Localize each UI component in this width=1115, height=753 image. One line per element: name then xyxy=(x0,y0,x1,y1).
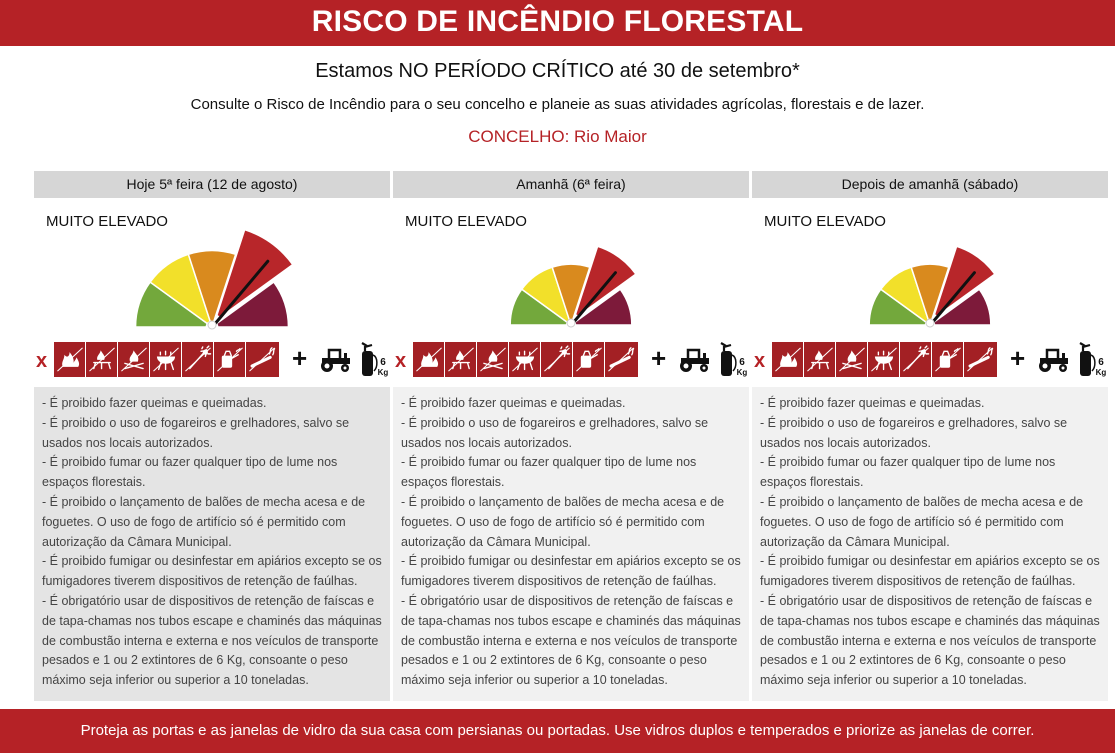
fogueira-icon xyxy=(118,342,150,377)
forecast-column-tomorrow xyxy=(393,171,749,688)
day-header: Amanhã (6ª feira) xyxy=(393,171,749,198)
fogueira-icon xyxy=(477,342,509,377)
rule-item: - É proibido o lançamento de balões de mecha acesa e de foguetes. O uso de fogo de artifício só é permitido com autorização da Câmara Municipal. xyxy=(401,494,725,549)
queimadas-icon xyxy=(772,342,804,377)
cigarro-icon xyxy=(964,342,996,377)
activity-icons xyxy=(34,341,390,381)
queimadas-icon xyxy=(413,342,445,377)
cigarro-icon xyxy=(964,342,996,377)
activity-icons xyxy=(752,341,1108,381)
footer-advice: Proteja as portas e as janelas de vidro da sua casa com persianas ou portadas. Use vidros duplos e temperados e priorize as janelas de correr. xyxy=(0,709,1115,753)
day-header: Depois de amanhã (sábado) xyxy=(752,171,1108,198)
rules-panel xyxy=(393,387,749,701)
queimadas-icon xyxy=(54,342,86,377)
gauge-hub xyxy=(926,319,934,327)
risk-level-label: MUITO ELEVADO xyxy=(405,213,527,230)
rule-item: - É proibido fazer queimas e queimadas. xyxy=(401,396,626,410)
rule-item: - É proibido fumigar ou desinfestar em apiários excepto se os fumigadores tiverem dispositivos de retenção de faúlhas. xyxy=(760,554,1100,589)
trator-icon xyxy=(1035,345,1071,373)
rules-panel xyxy=(752,387,1108,701)
risk-level-label: MUITO ELEVADO xyxy=(764,213,886,230)
risk-gauge-icon xyxy=(850,237,1010,329)
fogareiro-icon xyxy=(445,342,477,377)
queimadas-icon xyxy=(772,342,804,377)
rule-item: - É proibido fumar ou fazer qualquer tipo de lume nos espaços florestais. xyxy=(401,455,697,490)
fogareiro-icon xyxy=(804,342,836,377)
extinguisher-unit: Kg xyxy=(1095,368,1107,377)
trator-icon xyxy=(317,345,353,373)
rule-item: - É proibido fazer queimas e queimadas. xyxy=(42,396,267,410)
queimadas-icon xyxy=(413,342,445,377)
concelho-label: CONCELHO: Rio Maior xyxy=(468,127,647,146)
rule-item: - É obrigatório usar de dispositivos de retenção de faíscas e de tapa-chamas nos tubos escape e chaminés das máquinas de combustão interna e externa e nos veículos de transporte pesados e 1 ou 2 extintores de 6 Kg, consoante o peso máximo seja inferior ou superior a 10 toneladas. xyxy=(401,593,741,688)
fogareiro-icon xyxy=(86,342,118,377)
grelhador-icon xyxy=(150,342,182,377)
day-header: Hoje 5ª feira (12 de agosto) xyxy=(34,171,390,198)
extintor-icon xyxy=(718,341,748,377)
grelhador-icon xyxy=(509,342,541,377)
grelhador-icon xyxy=(868,342,900,377)
gauge-hub xyxy=(208,321,216,329)
prohibited-activities-strip xyxy=(413,342,638,377)
fogareiro-icon xyxy=(86,342,118,377)
fumigador-icon xyxy=(932,342,964,377)
foguete-icon xyxy=(900,342,932,377)
rule-item: - É proibido o uso de fogareiros e grelhadores, salvo se usados nos locais autorizados. xyxy=(401,415,709,450)
rule-item: - É proibido o uso de fogareiros e grelhadores, salvo se usados nos locais autorizados. xyxy=(760,415,1068,450)
rule-item: - É proibido o lançamento de balões de mecha acesa e de foguetes. O uso de fogo de artifício só é permitido com autorização da Câmara Municipal. xyxy=(760,494,1084,549)
fogareiro-icon xyxy=(804,342,836,377)
fogueira-icon xyxy=(836,342,868,377)
forecast-column-day-after xyxy=(752,171,1108,688)
extintor-icon xyxy=(1077,341,1107,377)
extinguisher-number: 6 xyxy=(380,357,386,368)
fumigador-icon xyxy=(214,342,246,377)
trator-icon xyxy=(676,345,712,373)
page-title: RISCO DE INCÊNDIO FLORESTAL xyxy=(0,0,1115,46)
cigarro-icon xyxy=(246,342,278,377)
rule-item: - É obrigatório usar de dispositivos de retenção de faíscas e de tapa-chamas nos tubos escape e chaminés das máquinas de combustão interna e externa e nos veículos de transporte pesados e 1 ou 2 extintores de 6 Kg, consoante o peso máximo seja inferior ou superior a 10 toneladas. xyxy=(760,593,1100,688)
fumigador-icon xyxy=(573,342,605,377)
fumigador-icon xyxy=(214,342,246,377)
critical-period-subtitle: Estamos NO PERÍODO CRÍTICO até 30 de setembro* xyxy=(315,60,800,82)
rule-item: - É proibido fumar ou fazer qualquer tipo de lume nos espaços florestais. xyxy=(760,455,1056,490)
risk-level-label: MUITO ELEVADO xyxy=(46,213,168,230)
extinguisher-number: 6 xyxy=(739,357,745,368)
rule-item: - É proibido fumigar ou desinfestar em apiários excepto se os fumigadores tiverem dispositivos de retenção de faúlhas. xyxy=(42,554,382,589)
risk-gauge-icon xyxy=(110,225,314,333)
prohibited-activities-strip xyxy=(54,342,279,377)
grelhador-icon xyxy=(150,342,182,377)
prohibited-mark: x xyxy=(754,350,766,372)
extinguisher-number: 6 xyxy=(1098,357,1104,368)
prohibited-mark: x xyxy=(395,350,407,372)
fumigador-icon xyxy=(932,342,964,377)
rule-item: - É proibido o uso de fogareiros e grelhadores, salvo se usados nos locais autorizados. xyxy=(42,415,350,450)
fogueira-icon xyxy=(477,342,509,377)
plus-mark: + xyxy=(292,343,308,373)
forecast-column-today xyxy=(34,171,390,688)
fogueira-icon xyxy=(836,342,868,377)
grelhador-icon xyxy=(868,342,900,377)
fogueira-icon xyxy=(118,342,150,377)
extintor-icon xyxy=(359,341,389,377)
foguete-icon xyxy=(182,342,214,377)
rule-item: - É proibido o lançamento de balões de mecha acesa e de foguetes. O uso de fogo de artifício só é permitido com autorização da Câmara Municipal. xyxy=(42,494,366,549)
rule-item: - É proibido fazer queimas e queimadas. xyxy=(760,396,985,410)
activity-icons xyxy=(393,341,749,381)
extinguisher-unit: Kg xyxy=(377,368,389,377)
prohibited-mark: x xyxy=(36,350,48,372)
fumigador-icon xyxy=(573,342,605,377)
intro-text: Consulte o Risco de Incêndio para o seu concelho e planeie as suas atividades agrícolas, florestais e de lazer. xyxy=(190,96,925,113)
rule-item: - É proibido fumar ou fazer qualquer tipo de lume nos espaços florestais. xyxy=(42,455,338,490)
cigarro-icon xyxy=(605,342,637,377)
cigarro-icon xyxy=(246,342,278,377)
foguete-icon xyxy=(182,342,214,377)
prohibited-activities-strip xyxy=(772,342,997,377)
rule-item: - É proibido fumigar ou desinfestar em apiários excepto se os fumigadores tiverem dispositivos de retenção de faúlhas. xyxy=(401,554,741,589)
foguete-icon xyxy=(541,342,573,377)
plus-mark: + xyxy=(651,343,667,373)
fogareiro-icon xyxy=(445,342,477,377)
rules-panel xyxy=(34,387,390,701)
plus-mark: + xyxy=(1010,343,1026,373)
extinguisher-unit: Kg xyxy=(736,368,748,377)
rule-item: - É obrigatório usar de dispositivos de retenção de faíscas e de tapa-chamas nos tubos escape e chaminés das máquinas de combustão interna e externa e nos veículos de transporte pesados e 1 ou 2 extintores de 6 Kg, consoante o peso máximo seja inferior ou superior a 10 toneladas. xyxy=(42,593,382,688)
cigarro-icon xyxy=(605,342,637,377)
risk-gauge-icon xyxy=(491,237,651,329)
foguete-icon xyxy=(541,342,573,377)
foguete-icon xyxy=(900,342,932,377)
gauge-hub xyxy=(567,319,575,327)
queimadas-icon xyxy=(54,342,86,377)
grelhador-icon xyxy=(509,342,541,377)
